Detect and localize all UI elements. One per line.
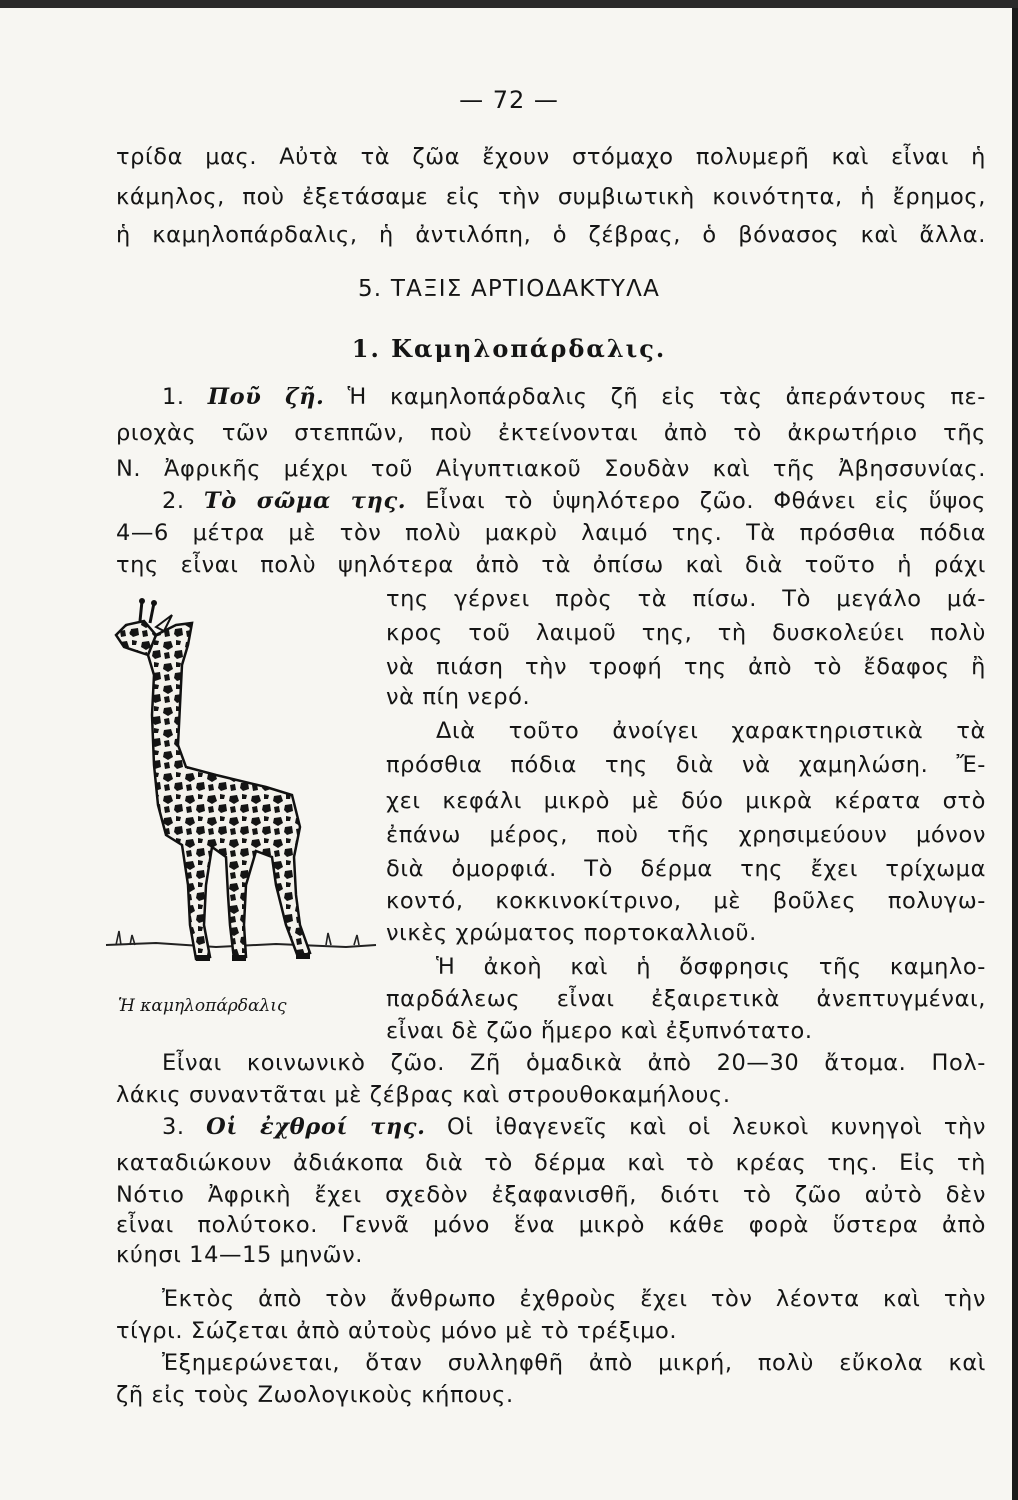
p8-line-1: Ἐξημερώνεται, ὅταν συλληφθῆ ἀπὸ μικρή, πολὺ εὔκολα καὶ — [162, 1350, 986, 1376]
p7-line-1: Ἐκτὸς ἀπὸ τὸν ἄνθρωπο ἐχθροὺς ἔχει τὸν λέοντα καὶ τὴν — [162, 1286, 986, 1312]
p7-line-2: τίγρι. Σώζεται ἀπὸ αὐτοὺς μόνο μὲ τὸ τρέξιμο. — [116, 1318, 678, 1344]
p4-line-1: Ἡ ἀκοὴ καὶ ἡ ὄσφρησις τῆς καμηλο- — [436, 954, 986, 980]
p2-label: Τὸ σῶμα της. — [203, 488, 407, 514]
subsection-heading: 1. Καμηλοπάρδαλις. — [351, 334, 667, 363]
p6-label: Οἱ ἐχθροί της. — [206, 1114, 426, 1140]
p6-line-5: κύησι 14—15 μηνῶν. — [116, 1242, 363, 1268]
p2-line-5: κρος τοῦ λαιμοῦ της, τὴ δυσκολεύει πολὺ — [386, 620, 986, 646]
p1-line-3: Ν. Ἀφρικῆς μέχρι τοῦ Αἰγυπτιακοῦ Σουδὰν καὶ τῆς Ἀβησσυνίας. — [116, 456, 986, 482]
p3-line-1: Διὰ τοῦτο ἀνοίγει χαρακτηριστικὰ τὰ — [436, 718, 986, 744]
intro-line-2: κάμηλος, ποὺ ἐξετάσαμε εἰς τὴν συμβιωτικὴ κοινότητα, ἡ ἔρημος, — [116, 184, 986, 210]
p2-line-7: νὰ πίη νερό. — [386, 684, 531, 710]
p1-first-line — [162, 380, 986, 414]
p6-line-4: εἶναι πολύτοκο. Γεννᾶ μόνο ἕνα μικρὸ κάθε φορὰ ὕστερα ἀπὸ — [116, 1212, 986, 1238]
p2-text: Εἶναι τὸ ὑψηλότερο ζῶο. Φθάνει εἰς ὕψος — [425, 488, 986, 514]
intro-line-1: τρίδα μας. Αὐτὰ τὰ ζῶα ἔχουν στόμαχο πολυμερῆ καὶ εἶναι ἡ — [116, 144, 986, 170]
page-number: — 72 — — [459, 86, 559, 114]
p3-line-2: πρόσθια πόδια της διὰ νὰ χαμηλώση. Ἔ- — [386, 752, 986, 778]
p6-line-2: καταδιώκουν ἀδιάκοπα διὰ τὸ δέρμα καὶ τὸ κρέας της. Εἰς τὴ — [116, 1150, 986, 1176]
p6-line-3: Νότιο Ἀφρικὴ ἔχει σχεδὸν ἐξαφανισθῆ, διότι τὸ ζῶο αὐτὸ δὲν — [116, 1182, 986, 1208]
p2-line-4: της γέρνει πρὸς τὰ πίσω. Τὸ μεγάλο μά- — [386, 586, 986, 612]
p1-number: 1. — [162, 384, 185, 410]
p2-line-2: 4—6 μέτρα μὲ τὸν πολὺ μακρὺ λαιμό της. Τὰ πρόσθια πόδια — [116, 520, 986, 546]
p3-line-7: νικὲς χρώματος πορτοκαλλιοῦ. — [386, 920, 757, 946]
intro-line-3: ἡ καμηλοπάρδαλις, ἡ ἀντιλόπη, ὁ ζέβρας, ὁ βόνασος καὶ ἄλλα. — [116, 222, 986, 248]
p8-line-2: ζῆ εἰς τοὺς Ζωολογικοὺς κήπους. — [116, 1382, 514, 1408]
section-heading: 5. ΤΑΞΙΣ ΑΡΤΙΟΔΑΚΤΥΛΑ — [357, 276, 661, 302]
p4-line-2: παρδάλεως εἶναι ἐξαιρετικὰ ἀνεπτυγμέναι, — [386, 986, 986, 1012]
p5-line-2: λάκις συναντᾶται μὲ ζέβρας καὶ στρουθοκαμήλους. — [116, 1082, 731, 1108]
p2-number: 2. — [162, 488, 185, 514]
p2-first-line — [162, 484, 986, 518]
p1-line-2: ριοχὰς τῶν στεππῶν, ποὺ ἐκτείνονται ἀπὸ τὸ ἀκρωτήριο τῆς — [116, 420, 986, 446]
p3-line-3: χει κεφάλι μικρὸ μὲ δύο μικρὰ κέρατα στὸ — [386, 788, 986, 814]
p6-first-line — [162, 1110, 986, 1144]
p5-line-1: Εἶναι κοινωνικὸ ζῶο. Ζῆ ὁμαδικὰ ἀπὸ 20—30 ἄτομα. Πολ- — [162, 1050, 986, 1076]
p1-text: Ἡ καμηλοπάρδαλις ζῆ εἰς τὰς ἀπεράντους πε- — [347, 384, 987, 410]
p6-number: 3. — [162, 1114, 185, 1140]
giraffe-illustration — [96, 595, 386, 995]
p3-line-5: διὰ ὀμορφιά. Τὸ δέρμα της ἔχει τρίχωμα — [386, 856, 986, 882]
p6-text: Οἱ ἰθαγενεῖς καὶ οἱ λευκοὶ κυνηγοὶ τὴν — [447, 1114, 986, 1140]
p1-label: Ποῦ ζῆ. — [207, 384, 325, 410]
p3-line-6: κοντό, κοκκινοκίτρινο, μὲ βοῦλες πολυγω- — [386, 888, 986, 914]
p4-line-3: εἶναι δὲ ζῶο ἥμερο καὶ ἐξυπνότατο. — [386, 1018, 813, 1044]
scan-edge — [0, 0, 1018, 8]
p2-line-6: νὰ πιάση τὴν τροφή της ἀπὸ τὸ ἔδαφος ἢ — [386, 654, 986, 680]
figure-caption: Ἡ καμηλοπάρδαλις — [118, 996, 287, 1016]
p2-line-3: της εἶναι πολὺ ψηλότερα ἀπὸ τὰ ὀπίσω καὶ διὰ τοῦτο ἡ ράχι — [116, 552, 986, 578]
p3-line-4: ἐπάνω μέρος, ποὺ τῆς χρησιμεύουν μόνον — [386, 822, 986, 848]
